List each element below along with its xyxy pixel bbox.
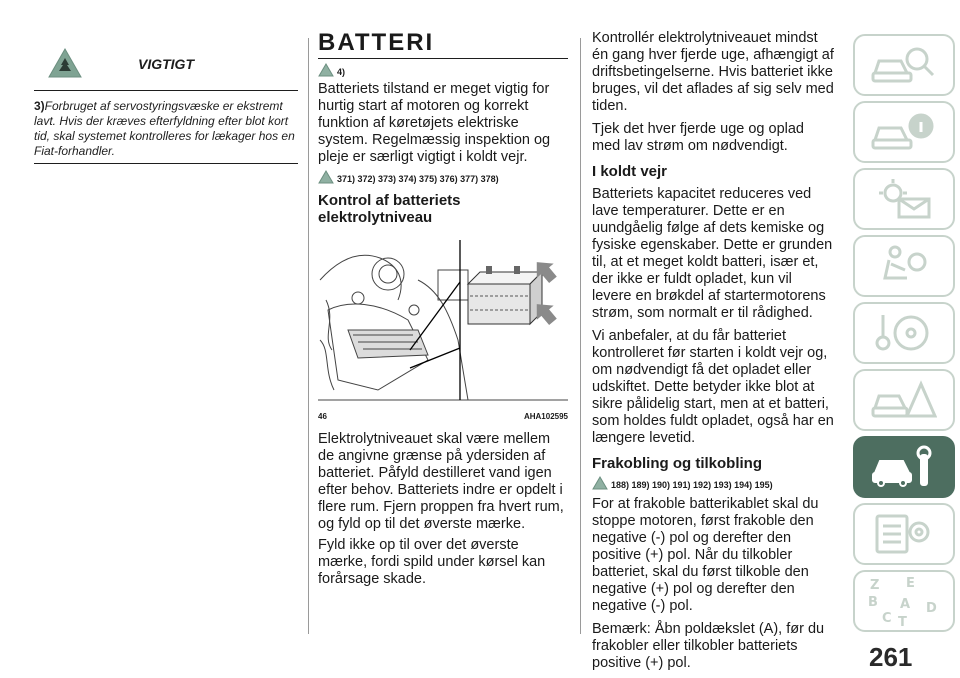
column-divider-right bbox=[580, 38, 581, 634]
electrolyte-paragraph-1: Elektrolytniveauet skal være mellem de angivne grænse på ydersiden af batteriet. Påfyld destilleret vand igen efter behov. Batteriets indre er opdelt i flere rum. Fjern proppen fra hvert rum, og fyld op til det øverste mærke. bbox=[318, 431, 564, 532]
small-warning-icon bbox=[318, 63, 334, 77]
specifications-gear-icon bbox=[871, 512, 937, 556]
disconnect-paragraph-1: For at frakoble batterikablet skal du stoppe motoren, først frakoble den negative (-) pol og derefter den positive (+) pol. Når du tilkobler batteriet, skal du først tilkoble den negative (+) pol og derefter den negative (-) pol. bbox=[592, 496, 819, 614]
tab-warning-lights[interactable] bbox=[853, 168, 955, 230]
warning-bottom-rule bbox=[34, 163, 298, 164]
tab-steering-wheel[interactable] bbox=[853, 302, 955, 364]
warning-reference-3: 188) 189) 190) 191) 192) 193) 194) 195) bbox=[592, 476, 835, 490]
figure-number: 46 bbox=[318, 412, 327, 421]
index-letter: C bbox=[882, 611, 892, 626]
tab-car-warning-triangle[interactable] bbox=[853, 369, 955, 431]
middle-column bbox=[318, 30, 568, 588]
tab-car-wrench[interactable] bbox=[853, 436, 955, 498]
small-warning-icon bbox=[318, 170, 334, 184]
warning-text: 3)Forbruget af servostyringsvæske er ekstremt lavt. Hvis der kræves efterfyldning efter blot kort tid, skal systemet kontrolleres for lækager hos en Fiat-forhandler. bbox=[34, 99, 295, 158]
figure-code: AHA102595 bbox=[523, 412, 568, 421]
subsection-title-disconnect: Frakobling og tilkobling bbox=[592, 455, 762, 472]
page-number: 261 bbox=[869, 642, 913, 672]
index-letter: Z bbox=[870, 578, 880, 593]
index-letter: T bbox=[898, 615, 907, 628]
chapter-sidebar bbox=[853, 34, 960, 637]
right-column bbox=[592, 30, 835, 672]
battery-figure bbox=[318, 240, 568, 408]
cold-paragraph-1: Batteriets kapacitet reduceres ved lave temperaturer. Dette er en uundgåelig følge af dets kemiske og fysiske egenskaber. Dette er grunden til, at et meget koldt batteri, især et, der ikke er fuldt opladet, kun vil levere en brøkdel af startermotorens strøm, som normalt er til rådighed. bbox=[592, 186, 833, 321]
warning-reference-1: 4) bbox=[318, 63, 568, 77]
tab-seat-airbag[interactable] bbox=[853, 235, 955, 297]
cold-paragraph-2: Vi anbefaler, at du får batteriet kontrolleret før starten i koldt vejr og, om nødvendigt få det opladet eller udskiftet. Dette betyder ikke blot at sikre pålidelig start, men at et batteri, som holdes fuldt opladet, også har en længere levetid. bbox=[592, 328, 834, 446]
title-rule bbox=[318, 58, 568, 59]
intro-paragraph: Batteriets tilstand er meget vigtig for hurtig start af motoren og korrekt funktion af køretøjets elektriske system. Regelmæssig inspektion og pleje er særligt vigtigt i koldt vejr. bbox=[318, 81, 551, 165]
disconnect-paragraph-2: Bemærk: Åbn poldækslet (A), før du frakobler eller tilkobler batteriets positive (+) pol. bbox=[592, 621, 825, 671]
seat-airbag-icon bbox=[871, 244, 937, 288]
electrolyte-paragraph-2: Fyld ikke op til over det øverste mærke, fordi spild under kørsel kan forårsage skade. bbox=[318, 537, 546, 587]
steering-wheel-icon bbox=[871, 311, 937, 355]
index-letter: D bbox=[926, 601, 937, 616]
car-info-icon bbox=[871, 110, 937, 154]
tab-car-info[interactable] bbox=[853, 101, 955, 163]
tab-car-search[interactable] bbox=[853, 34, 955, 96]
warning-title: VIGTIGT bbox=[138, 56, 194, 72]
subsection-title-electrolyte: Kontrol af batteriets elektrolytniveau bbox=[318, 192, 461, 226]
index-letter: B bbox=[868, 595, 878, 610]
right-paragraph-1: Kontrollér elektrolytniveauet mindst én gang hver fjerde uge, afhængigt af driftsbetingelserne. Hvis batteriet ikke bruges, vil det aflades af sig selv med tiden. bbox=[592, 30, 834, 114]
right-paragraph-2: Tjek det hver fjerde uge og oplad med lav strøm om nødvendigt. bbox=[592, 121, 804, 154]
index-letter: A bbox=[900, 597, 911, 612]
warning-ref: 3) bbox=[34, 99, 45, 113]
battery-engine-illustration bbox=[318, 240, 568, 408]
warning-lights-icon bbox=[871, 177, 937, 221]
small-warning-icon bbox=[592, 476, 608, 490]
index-letters-icon bbox=[864, 574, 944, 628]
car-search-icon bbox=[871, 43, 937, 87]
car-warning-triangle-icon bbox=[871, 378, 937, 422]
tab-specifications[interactable] bbox=[853, 503, 955, 565]
figure-caption bbox=[318, 412, 568, 421]
section-title: BATTERI bbox=[318, 29, 435, 56]
car-wrench-icon bbox=[871, 445, 937, 489]
column-divider-left bbox=[308, 38, 309, 634]
warning-box bbox=[34, 46, 298, 159]
warning-header bbox=[34, 46, 298, 90]
warning-rule bbox=[34, 90, 298, 91]
index-letter: E bbox=[906, 576, 915, 591]
tab-index[interactable] bbox=[853, 570, 955, 632]
warning-reference-2: 371) 372) 373) 374) 375) 376) 377) 378) bbox=[318, 170, 568, 184]
subsection-title-cold: I koldt vejr bbox=[592, 163, 668, 180]
